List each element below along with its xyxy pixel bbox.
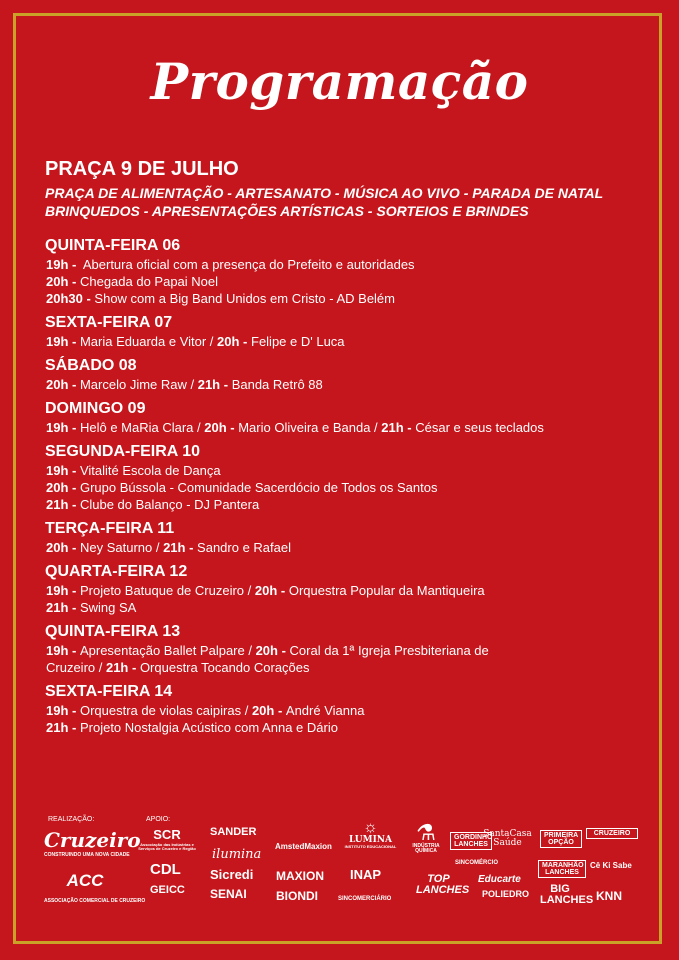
day-title: TERÇA-FEIRA 11	[45, 520, 175, 537]
event-time: 20h30 -	[46, 291, 95, 306]
event-text: Marcelo Jime Raw /	[79, 377, 198, 392]
quimica-logo-text: INDÚSTRIA QUÍMICA	[412, 843, 440, 854]
event-text: Abertura oficial com a presença do Prefeito e autoridades	[79, 257, 415, 272]
event-line	[45, 479, 665, 496]
amsted-logo: AmstedMaxion	[275, 842, 332, 851]
cekisabe-logo: Cê Ki Sabe	[590, 861, 632, 870]
event-line	[45, 419, 665, 436]
page-title: Programação	[150, 52, 529, 111]
event-text: Maria Eduarda e Vitor /	[79, 334, 218, 349]
cdl-logo: CDL	[150, 861, 181, 878]
event-time: 20h -	[254, 583, 289, 598]
event-line	[45, 582, 665, 599]
day-block	[45, 562, 665, 616]
event-text: Swing SA	[79, 600, 137, 615]
scr-logo-text: SCR	[153, 827, 181, 842]
location-heading: PRAÇA 9 DE JULHO	[45, 158, 239, 180]
event-time: 21h -	[46, 600, 80, 615]
cruzeiro-clube-logo: CRUZEIRO	[586, 828, 638, 839]
event-text: Orquestra Tocando Corações	[139, 660, 310, 675]
event-text: Clube do Balanço - DJ Pantera	[79, 497, 260, 512]
event-text: Projeto Batuque de Cruzeiro /	[79, 583, 255, 598]
sincomercio-logo: SINCOMÉRCIO	[455, 860, 499, 866]
sincomerciario-logo: SINCOMERCIÁRIO	[338, 896, 392, 902]
day-title: SEXTA-FEIRA 07	[45, 314, 173, 331]
day-title: QUINTA-FEIRA 06	[45, 237, 181, 254]
event-text: André Vianna	[285, 703, 365, 718]
day-block	[45, 399, 665, 436]
day-block	[45, 519, 665, 556]
acc-logo	[44, 871, 146, 904]
cruzeiro-logo-text: Cruzeiro	[44, 828, 141, 852]
event-time: 20h -	[217, 334, 251, 349]
lumina-logo-sub: INSTITUTO EDUCACIONAL	[344, 844, 397, 849]
day-title: QUINTA-FEIRA 13	[45, 623, 181, 640]
senai-logo: SENAI	[210, 887, 247, 901]
event-time: 21h -	[163, 540, 198, 555]
lumina-logo	[343, 820, 398, 849]
top-logo: TOP LANCHES	[416, 873, 470, 896]
event-time: 21h -	[46, 720, 80, 735]
activities	[45, 184, 665, 220]
day-block	[45, 622, 665, 676]
schedule	[45, 156, 665, 742]
poliedro-logo: POLIEDRO	[482, 889, 530, 899]
event-text: Orquestra Popular da Mantiqueira	[288, 583, 485, 598]
maranhao-logo: MARANHÃO LANCHES	[538, 860, 586, 878]
quimica-logo	[405, 822, 447, 854]
big-logo: BIG LANCHES	[540, 883, 594, 906]
event-time: 20h -	[46, 480, 80, 495]
event-line	[45, 273, 665, 290]
event-text: Ney Saturno /	[79, 540, 164, 555]
ilumina-logo: ilumina	[212, 847, 262, 862]
activities-line: PRAÇA DE ALIMENTAÇÃO - ARTESANATO - MÚSICA AO VIVO - PARADA DE NATAL	[45, 185, 604, 201]
event-line	[45, 496, 665, 513]
event-line	[45, 702, 665, 719]
event-text: Grupo Bússola - Comunidade Sacerdócio de Todos os Santos	[79, 480, 438, 495]
day-title: QUARTA-FEIRA 12	[45, 563, 188, 580]
sponsor-logos	[30, 810, 655, 930]
sicredi-logo: Sicredi	[210, 867, 254, 882]
event-line	[45, 719, 665, 736]
event-text: Banda Retrô 88	[231, 377, 323, 392]
event-line	[45, 599, 665, 616]
event-text: Vitalité Escola de Dança	[79, 463, 221, 478]
sander-logo: SANDER	[210, 826, 257, 838]
event-text: Show com a Big Band Unidos em Cristo - AD Belém	[94, 291, 395, 306]
activities-line: BRINQUEDOS - APRESENTAÇÕES ARTÍSTICAS - SORTEIOS E BRINDES	[45, 203, 529, 219]
event-text: Felipe e D' Luca	[251, 334, 345, 349]
acc-logo-sub: ASSOCIAÇÃO COMERCIAL DE CRUZEIRO	[44, 898, 146, 904]
event-time: 20h -	[46, 540, 80, 555]
lumina-icon: ☼	[363, 819, 378, 836]
event-time: 20h -	[255, 643, 290, 658]
day-title: SEXTA-FEIRA 14	[45, 683, 173, 700]
event-time: 21h -	[197, 377, 232, 392]
event-line	[45, 376, 665, 393]
educarte-logo: Educarte	[478, 874, 521, 885]
event-time: 19h -	[46, 463, 80, 478]
event-time: 21h -	[105, 660, 140, 675]
event-text: Coral da 1ª Igreja Presbiteriana de	[289, 643, 489, 658]
event-time: 20h -	[46, 377, 80, 392]
maxion-logo: MAXION	[276, 869, 324, 883]
event-text: Projeto Nostalgia Acústico com Anna e Dário	[79, 720, 338, 735]
event-line	[45, 256, 665, 273]
day-block	[45, 442, 665, 513]
scr-logo-sub: Associação das Indústrias e Serviços de Cruzeiro e Região	[138, 842, 196, 851]
acc-logo-text: ACC	[66, 871, 104, 890]
day-list	[45, 236, 665, 736]
event-time: 21h -	[46, 497, 80, 512]
day-title: SÁBADO 08	[45, 357, 137, 374]
day-block	[45, 236, 665, 307]
event-text: Cruzeiro /	[46, 660, 106, 675]
day-block	[45, 356, 665, 393]
primeira-logo: PRIMEIRA OPÇÃO	[540, 830, 582, 848]
geicc-logo: GEICC	[150, 884, 185, 896]
event-line	[45, 290, 665, 307]
event-time: 19h -	[46, 643, 80, 658]
cruzeiro-logo-sub: CONSTRUINDO UMA NOVA CIDADE	[44, 852, 130, 858]
event-text: Chegada do Papai Noel	[79, 274, 219, 289]
inap-logo: INAP	[350, 867, 382, 882]
event-time: 20h -	[46, 274, 80, 289]
event-line	[45, 539, 665, 556]
event-text: Apresentação Ballet Palpare /	[79, 643, 256, 658]
event-text: Orquestra de violas caipiras /	[79, 703, 252, 718]
apoio-label: APOIO:	[146, 816, 171, 823]
event-text: Sandro e Rafael	[197, 540, 291, 555]
santacasa-logo: SantaCasa Saúde	[483, 829, 532, 848]
event-time: 20h -	[204, 420, 239, 435]
event-time: 19h -	[46, 420, 80, 435]
event-line	[45, 642, 665, 659]
gordinho-logo: GORDINHO LANCHES	[450, 832, 492, 850]
biondi-logo: BIONDI	[276, 889, 318, 903]
scr-logo	[138, 828, 196, 851]
event-text: César e seus teclados	[415, 420, 544, 435]
realizacao-label: REALIZAÇÃO:	[48, 816, 95, 823]
cruzeiro-logo	[44, 828, 141, 858]
event-time: 19h -	[46, 703, 80, 718]
event-time: 19h -	[46, 257, 80, 272]
event-time: 19h -	[46, 334, 80, 349]
event-text: Helô e MaRia Clara /	[79, 420, 205, 435]
day-block	[45, 682, 665, 736]
knn-logo: KNN	[596, 889, 622, 903]
event-time: 21h -	[381, 420, 416, 435]
day-block	[45, 313, 665, 350]
day-title: SEGUNDA-FEIRA 10	[45, 443, 200, 460]
event-text: Mario Oliveira e Banda /	[238, 420, 382, 435]
lumina-logo-text: LUMINA	[348, 835, 393, 845]
day-title: DOMINGO 09	[45, 400, 146, 417]
event-line	[45, 333, 665, 350]
event-line	[45, 462, 665, 479]
quimica-icon: ⚗	[416, 820, 436, 845]
event-time: 20h -	[251, 703, 286, 718]
event-line	[45, 659, 665, 676]
event-time: 19h -	[46, 583, 80, 598]
